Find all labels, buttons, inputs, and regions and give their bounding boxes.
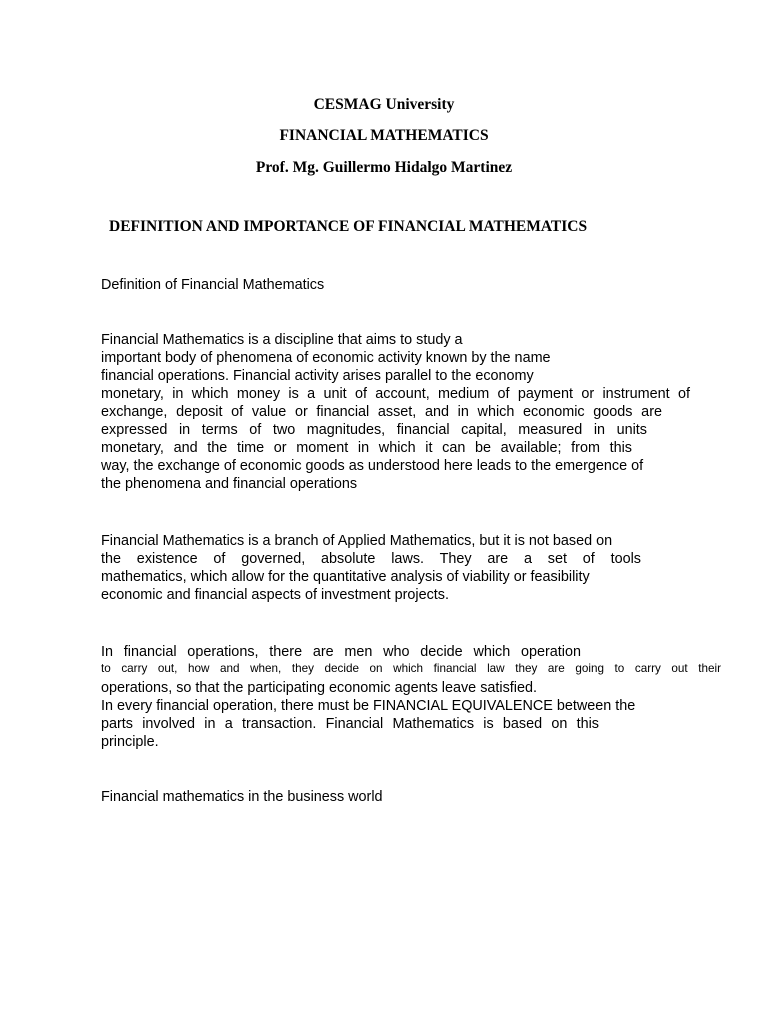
paragraph-line: parts involved in a transaction. Financial Mathematics is based on this [101, 716, 599, 732]
paragraph-line: In financial operations, there are men who decide which operation [101, 644, 581, 660]
section-heading-business-world: Financial mathematics in the business world [101, 789, 383, 805]
paragraph-line: Financial Mathematics is a branch of Applied Mathematics, but it is not based on [101, 533, 613, 549]
professor-name: Prof. Mg. Guillermo Hidalgo Martinez [255, 159, 513, 176]
paragraph-line: In every financial operation, there must be FINANCIAL EQUIVALENCE between the [101, 698, 636, 714]
course-name: FINANCIAL MATHEMATICS [279, 127, 489, 144]
university-name: CESMAG University [313, 96, 455, 113]
paragraph-line: operations, so that the participating economic agents leave satisfied. [101, 680, 537, 696]
document-title: DEFINITION AND IMPORTANCE OF FINANCIAL MATHEMATICS [109, 218, 588, 235]
paragraph-line: expressed in terms of two magnitudes, financial capital, measured in units [101, 422, 647, 438]
paragraph-line: way, the exchange of economic goods as understood here leads to the emergence of [101, 458, 644, 474]
paragraph-line: economic and financial aspects of investment projects. [101, 587, 449, 603]
paragraph-line: principle. [101, 734, 159, 750]
paragraph-line: exchange, deposit of value or financial asset, and in which economic goods are [101, 404, 662, 420]
section-heading-definition: Definition of Financial Mathematics [101, 277, 325, 293]
paragraph-line: monetary, and the time or moment in which it can be available; from this [101, 440, 632, 456]
paragraph-line: Financial Mathematics is a discipline that aims to study a [101, 332, 463, 348]
paragraph-line: the phenomena and financial operations [101, 476, 358, 492]
paragraph-line: the existence of governed, absolute laws. They are a set of tools [101, 551, 641, 567]
paragraph-line: mathematics, which allow for the quantitative analysis of viability or feasibility [101, 569, 590, 585]
paragraph-line: monetary, in which money is a unit of account, medium of payment or instrument of [101, 386, 690, 402]
paragraph-line: financial operations. Financial activity arises parallel to the economy [101, 368, 534, 384]
paragraph-line: important body of phenomena of economic activity known by the name [101, 350, 551, 366]
paragraph-line: to carry out, how and when, they decide on which financial law they are going to carry out their [101, 662, 721, 675]
